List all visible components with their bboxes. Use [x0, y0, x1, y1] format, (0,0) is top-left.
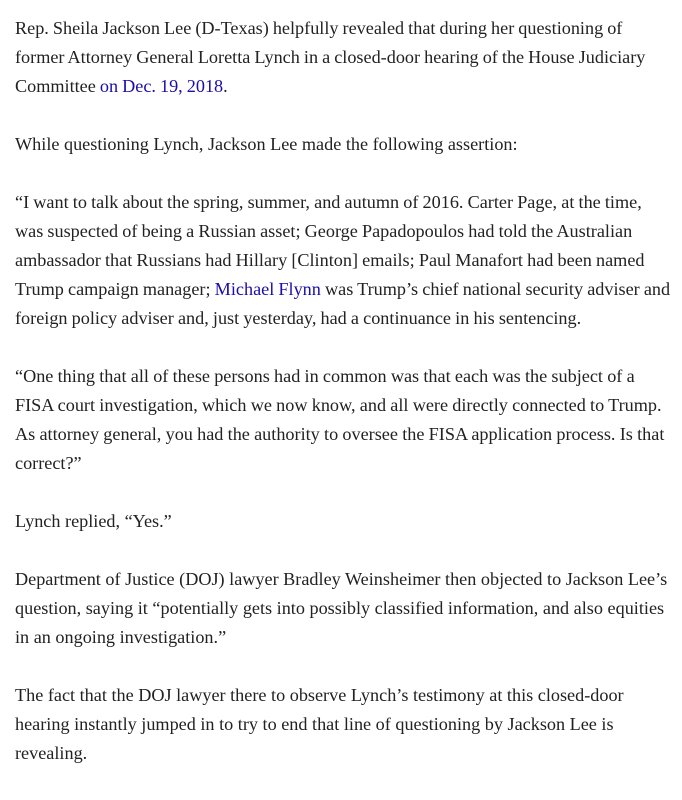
paragraph-intro-end: . [223, 76, 228, 96]
paragraph-intro-text: Rep. Sheila Jackson Lee (D-Texas) helpfully revealed that during her questioning of former Attorney General Loretta Lynch in a closed-door hearing of the House Judiciary Committee [15, 18, 646, 96]
quote-part-1-end: was Trump’s chief national security adviser and foreign policy adviser and, just yesterday, had a continuance in his sentencing. [15, 279, 671, 328]
paragraph-intro [15, 14, 672, 101]
hearing-date-link[interactable]: on Dec. 19, 2018 [99, 76, 224, 96]
michael-flynn-link[interactable]: Michael Flynn [214, 279, 321, 299]
paragraph-doj-objection: Department of Justice (DOJ) lawyer Bradley Weinsheimer then objected to Jackson Lee’s question, saying it “potentially gets into possibly classified information, and also equities in an ongoing investigation.” [15, 569, 668, 647]
quote-part-1-text: “I want to talk about the spring, summer, and autumn of 2016. Carter Page, at the time, was suspected of being a Russian asset; George Papadopoulos had told the Australian ambassador that Russians had Hillary [Clinton] emails; Paul Manafort had been named Trump campaign manager; [15, 192, 645, 299]
paragraph-lynch-reply: Lynch replied, “Yes.” [15, 511, 172, 531]
paragraph-quote-part-1 [15, 188, 672, 333]
paragraph-quote-part-2: “One thing that all of these persons had in common was that each was the subject of a FISA court investigation, which we now know, and all were directly connected to Trump. As attorney general, you had the authority to oversee the FISA application process. Is that correct?” [15, 366, 665, 473]
paragraph-assertion-lead: While questioning Lynch, Jackson Lee made the following assertion: [15, 134, 518, 154]
paragraph-conclusion: The fact that the DOJ lawyer there to observe Lynch’s testimony at this closed-door hearing instantly jumped in to try to end that line of questioning by Jackson Lee is revealing. [15, 685, 624, 763]
